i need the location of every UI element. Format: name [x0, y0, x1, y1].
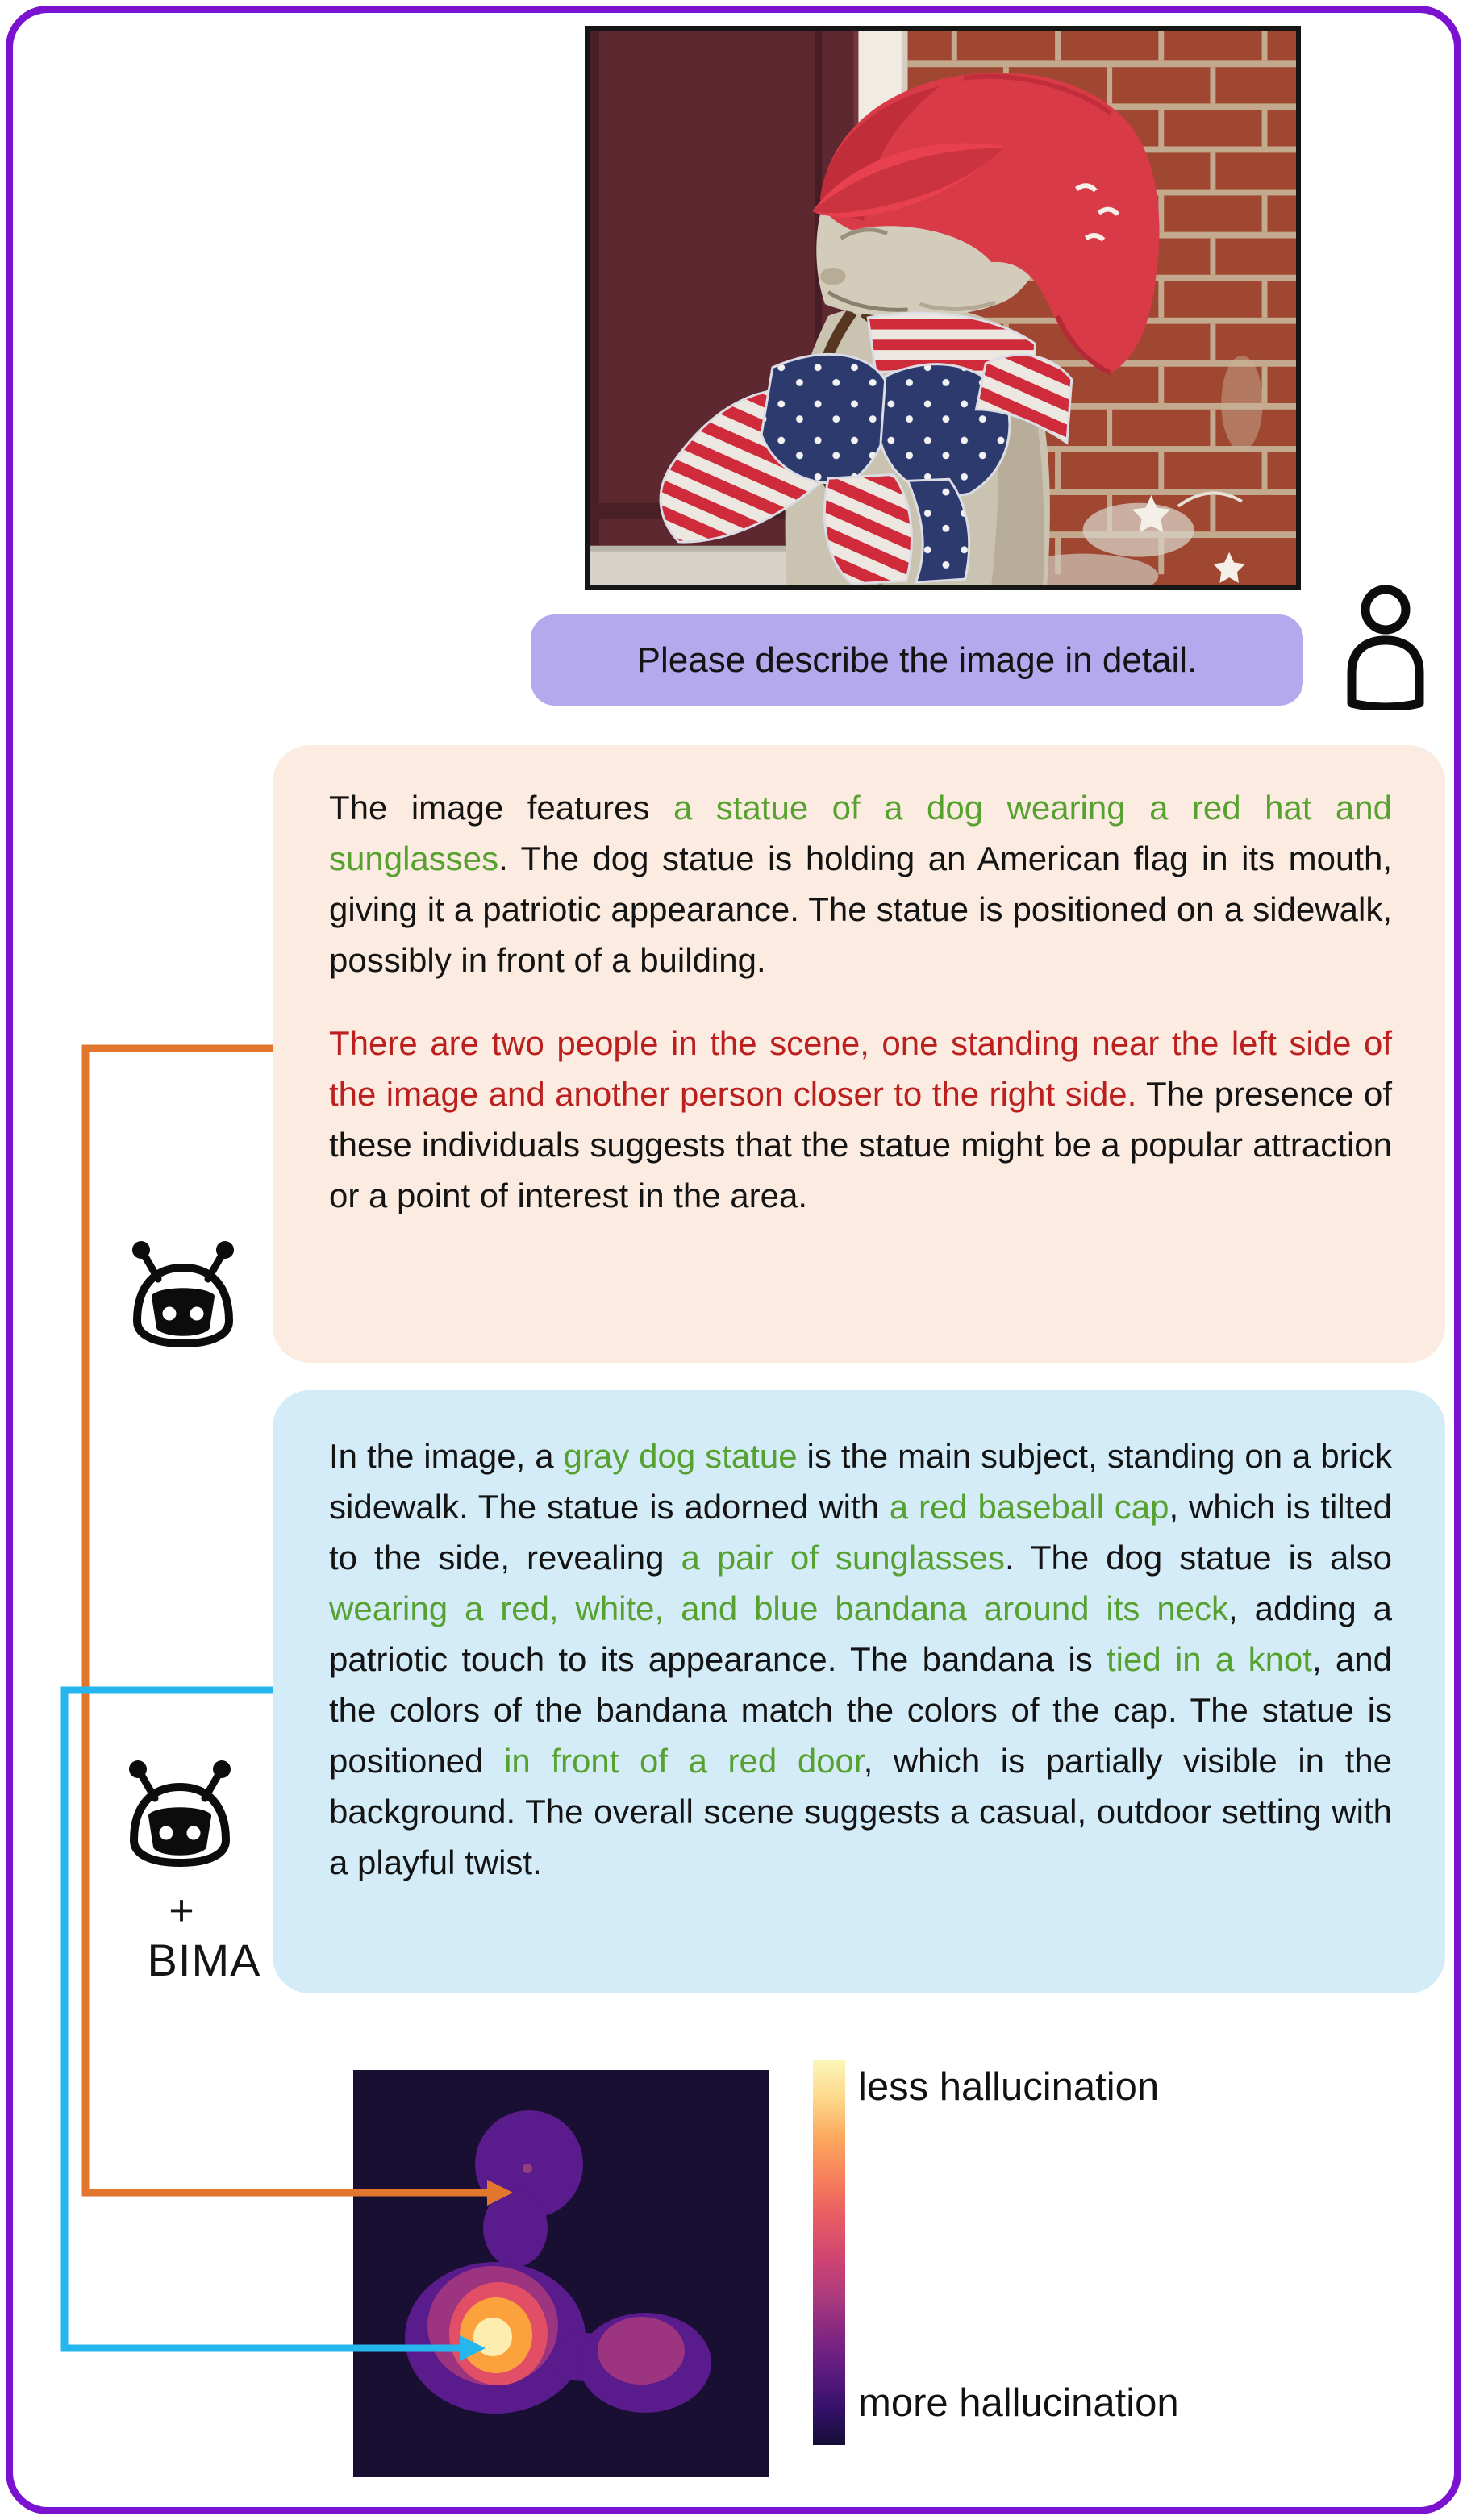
- text-segment-plain: . The dog statue is also: [1004, 1539, 1392, 1577]
- bima-plus-label: +: [169, 1886, 194, 1935]
- text-segment-green: a statue of a dog wearing a red hat and sunglasses: [329, 789, 1393, 877]
- text-segment-green: wearing a red, white, and blue bandana around its neck: [329, 1589, 1229, 1627]
- response-paragraph: [329, 1018, 1392, 1221]
- photo-dog-statue: [585, 26, 1301, 590]
- text-segment-plain: is the main subject, standing on a brick sidewalk. The statue is adorned with: [329, 1437, 1393, 1526]
- response-bubble-bima: [273, 1390, 1445, 1993]
- density-core: [473, 2318, 512, 2356]
- text-segment-plain: In the image, a: [329, 1437, 564, 1475]
- text-segment-green: a pair of sunglasses: [681, 1539, 1005, 1577]
- person-icon: [1332, 581, 1439, 710]
- text-segment-plain: , and the colors of the bandana match the colors of the cap. The statue is positioned: [329, 1640, 1392, 1780]
- response-paragraph: [329, 782, 1392, 985]
- text-segment-plain: , adding a patriotic touch to its appearance. The bandana is: [329, 1589, 1392, 1678]
- density-dot: [523, 2164, 532, 2173]
- colorbar-label-less: less hallucination: [858, 2065, 1160, 2109]
- text-segment-plain: . The dog statue is holding an American flag in its mouth, giving it a patriotic appearance. The statue is positioned on a sidewalk, possibly in front of a building.: [329, 839, 1392, 979]
- text-segment-green: gray dog statue: [563, 1437, 798, 1475]
- response-bubble-baseline: [273, 745, 1445, 1363]
- text-segment-green: a red baseball cap: [889, 1488, 1169, 1526]
- text-segment-plain: , which is tilted to the side, revealing: [329, 1488, 1392, 1577]
- robot-icon-bima: [119, 1758, 240, 1887]
- hallucination-colorbar: [813, 2060, 845, 2445]
- text-segment-plain: , which is partially visible in the background. The overall scene suggests a casual, outdoor setting with a playful twist.: [329, 1742, 1392, 1881]
- user-prompt-text: Please describe the image in detail.: [636, 639, 1198, 680]
- text-segment-red: There are two people in the scene, one standing near the left side of the image and another person closer to the right side.: [329, 1024, 1392, 1113]
- text-segment-plain: The image features: [329, 789, 673, 827]
- text-segment-green: tied in a knot: [1106, 1640, 1312, 1678]
- colorbar-label-more: more hallucination: [858, 2381, 1179, 2425]
- text-segment-plain: The presence of these individuals suggests that the statue might be a popular attraction or a point of interest in the area.: [329, 1075, 1392, 1214]
- user-prompt-bubble: [531, 614, 1303, 706]
- bima-label: BIMA: [147, 1935, 261, 1985]
- text-segment-green: in front of a red door: [504, 1742, 864, 1780]
- hallucination-density-map: [353, 2070, 769, 2477]
- robot-icon: [123, 1239, 244, 1368]
- response-paragraph: [329, 1431, 1392, 1888]
